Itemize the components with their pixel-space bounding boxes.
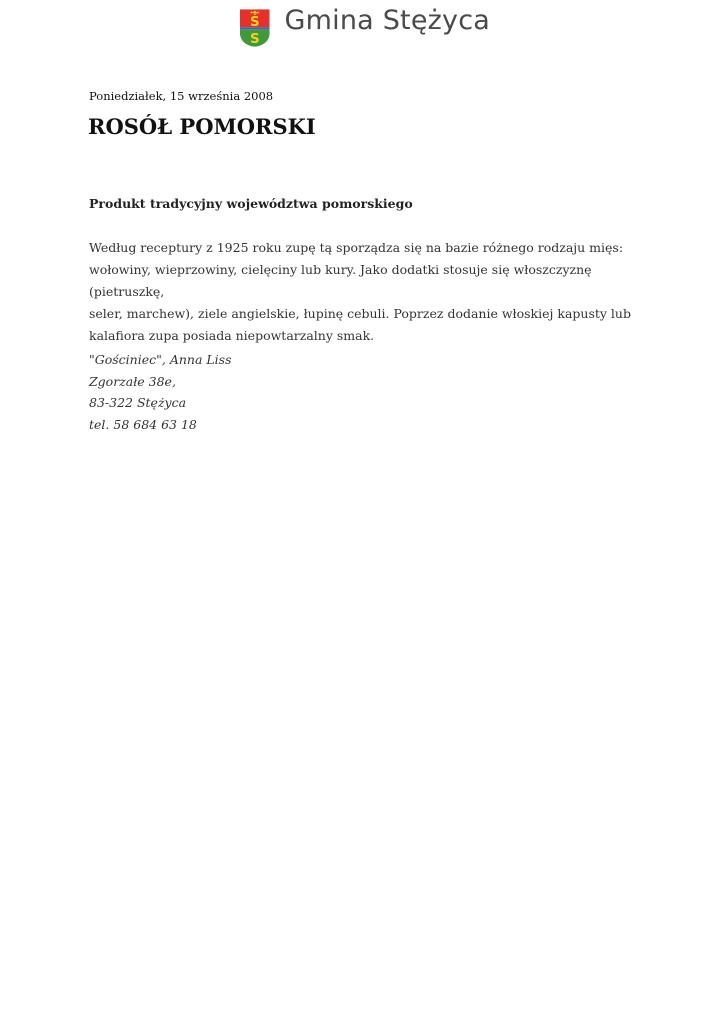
body-line: Według receptury z 1925 roku zupę tą sporządza się na bazie różnego rodzaju mięs: xyxy=(89,240,624,255)
address-city: 83-322 Stężyca xyxy=(89,395,187,411)
contact-address xyxy=(89,349,232,436)
article-title: ROSÓŁ POMORSKI xyxy=(88,114,316,139)
svg-text:Ś: Ś xyxy=(249,14,260,30)
article-body xyxy=(89,237,649,347)
address-phone: tel. 58 684 63 18 xyxy=(89,417,197,433)
article-subtitle: Produkt tradycyjny województwa pomorskiego xyxy=(89,196,413,211)
svg-text:S: S xyxy=(249,31,260,47)
site-header-logo[interactable] xyxy=(240,0,490,56)
article-date: Poniedziałek, 15 września 2008 xyxy=(89,89,274,103)
coat-of-arms-icon xyxy=(240,0,270,56)
body-line: seler, marchew), ziele angielskie, łupinę cebuli. Poprzez dodanie włoskiej kapusty lub xyxy=(89,306,631,321)
address-street: Zgorzałe 38e, xyxy=(89,373,176,389)
address-name-quoted: "Gościniec" xyxy=(89,352,162,367)
body-line: kalafiora zupa posiada niepowtarzalny smak. xyxy=(89,328,375,343)
address-name-rest: , Anna Liss xyxy=(161,352,232,367)
site-name: Gmina Stężyca xyxy=(284,5,490,36)
body-line: wołowiny, wieprzowiny, cielęciny lub kury. Jako dodatki stosuje się włoszczyznę (pietruszkę, xyxy=(89,262,592,299)
address-name xyxy=(89,349,232,371)
